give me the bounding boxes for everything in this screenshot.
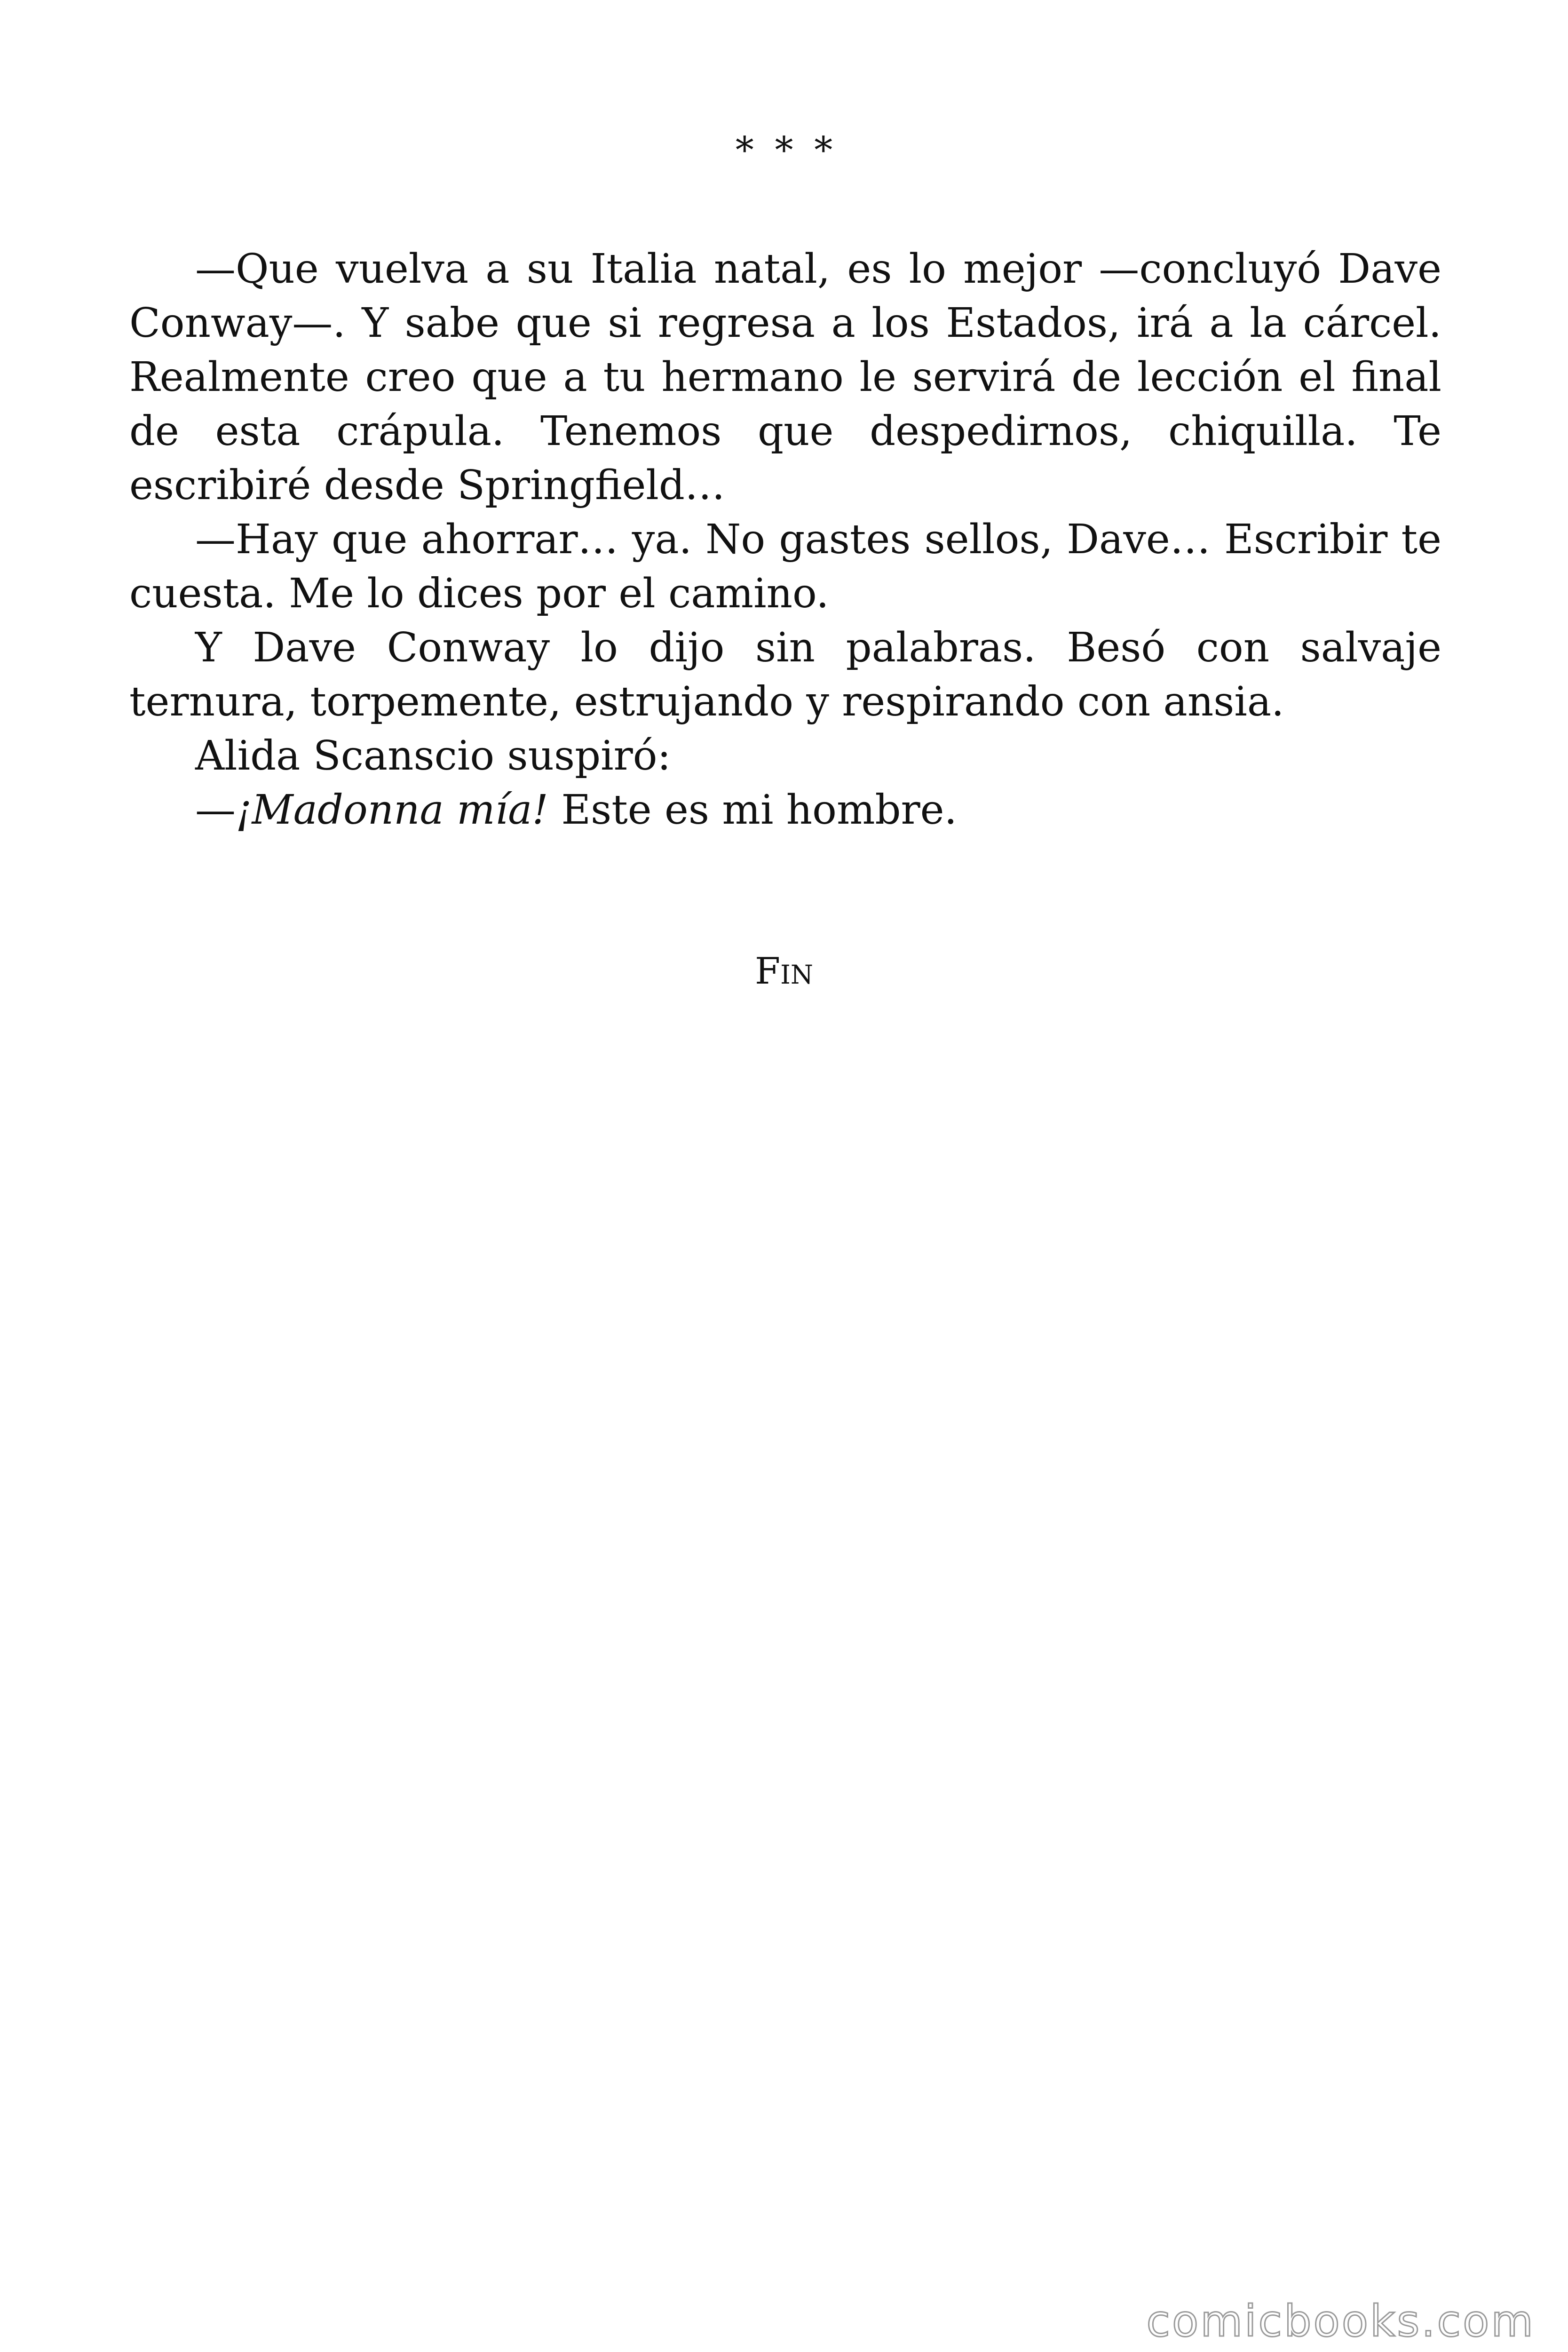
paragraph: —Hay que ahorrar… ya. No gastes sellos, Dave… Escribir te cuesta. Me lo dices por el camino. bbox=[129, 516, 1441, 617]
body-text bbox=[129, 242, 1441, 837]
paragraph bbox=[129, 783, 1441, 837]
italic-phrase: ¡Madonna mía! bbox=[236, 787, 548, 834]
end-mark: Fin bbox=[755, 950, 813, 993]
paragraph-end: Este es mi hombre. bbox=[548, 787, 957, 834]
paragraph: Alida Scanscio suspiró: bbox=[195, 732, 671, 779]
dash: — bbox=[195, 787, 236, 834]
paragraph: —Que vuelva a su Italia natal, es lo mejor —concluyó Dave Conway—. Y sabe que si regresa a los Estados, irá a la cárcel. Realmente creo que a tu hermano le servirá de lección el final de esta crápula. Tenemos que despedirnos, chiquilla. Te escribiré desde Springfield… bbox=[129, 246, 1441, 509]
section-separator: * * * bbox=[735, 129, 833, 172]
paragraph: Y Dave Conway lo dijo sin palabras. Besó con salvaje ternura, torpemente, estrujando y respirando con ansia. bbox=[129, 624, 1441, 725]
watermark: comicbooks.com bbox=[1146, 2296, 1535, 2346]
